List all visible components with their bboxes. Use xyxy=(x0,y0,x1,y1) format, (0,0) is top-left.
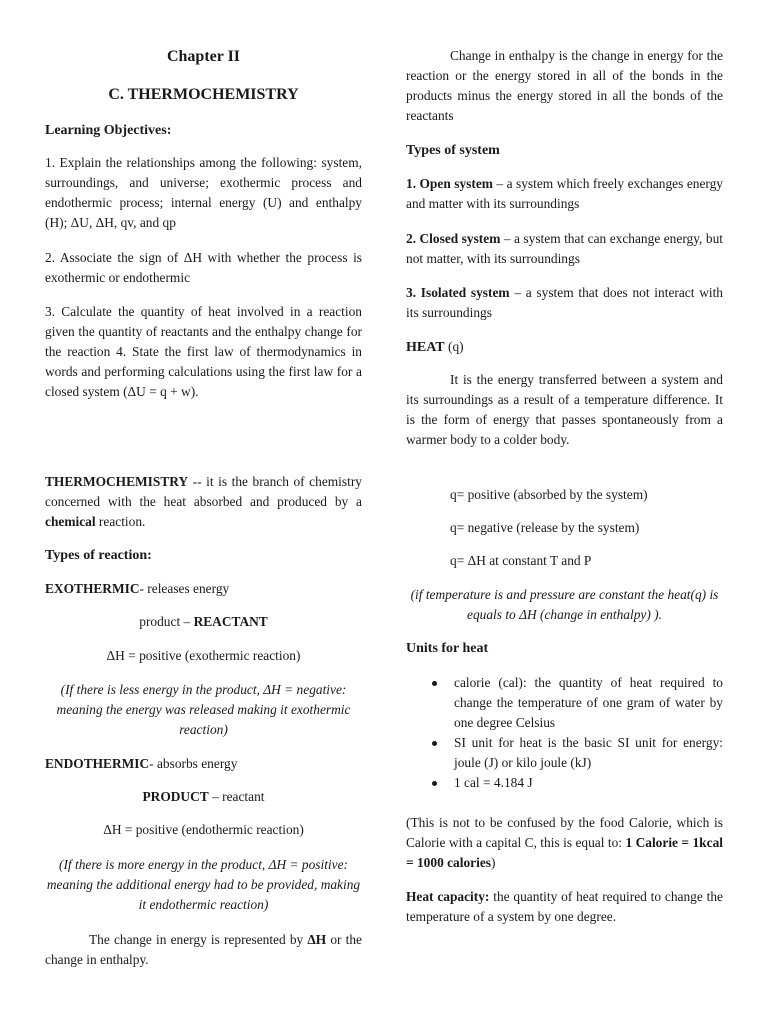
enthalpy-paragraph: Change in enthalpy is the change in energy for the reaction or the energy stored in all of the bonds in the products minus the energy stored in all the bonds of the reactants xyxy=(406,48,723,123)
enthalpy-change-paragraph xyxy=(45,930,362,970)
units-list xyxy=(406,673,723,793)
endothermic-line xyxy=(45,754,362,774)
q-delta-h: q= ΔH at constant T and P xyxy=(450,553,592,568)
change-text-2: or the change in enthalpy. xyxy=(45,932,362,967)
units-for-heat-heading: Units for heat xyxy=(406,641,489,656)
open-system-text: – a system which freely exchanges energy and matter with its surroundings xyxy=(406,176,724,211)
exo-reactant: REACTANT xyxy=(193,614,268,629)
endothermic-text: - absorbs energy xyxy=(149,756,238,771)
calorie-text: (This is not to be confused by the food Calorie, which is Calorie with a capital C, this is equal to: xyxy=(406,815,723,850)
thermochemistry-text-2: reaction. xyxy=(95,514,146,529)
heat-term: HEAT xyxy=(406,340,445,355)
bullet-icon xyxy=(432,681,437,686)
heat-heading xyxy=(406,337,723,358)
list-item: calorie (cal): the quantity of heat required to change the temperature of one gram of water by one degree Celsius xyxy=(406,673,723,733)
endothermic-term: ENDOTHERMIC xyxy=(45,756,150,771)
exo-product: product – xyxy=(139,614,194,629)
change-text: The change in energy is represented by xyxy=(89,932,308,947)
open-system xyxy=(406,174,723,214)
endo-reactant: – reactant xyxy=(208,789,265,804)
types-of-system-heading: Types of system xyxy=(406,143,500,158)
q-negative: q= negative (release by the system) xyxy=(450,520,640,535)
section-title: C. THERMOCHEMISTRY xyxy=(108,86,299,103)
thermochemistry-term: THERMOCHEMISTRY xyxy=(45,474,189,489)
calorie-bold: 1 Calorie = 1kcal = 1000 calories xyxy=(406,835,723,870)
endothermic-dh: ΔH = positive (endothermic reaction) xyxy=(103,822,304,837)
open-system-term: 1. Open system xyxy=(406,176,493,191)
closed-system xyxy=(406,229,723,269)
exothermic-line xyxy=(45,579,362,599)
objective-2: 2. Associate the sign of ΔH with whether the process is exothermic or endothermic xyxy=(45,250,362,285)
thermochemistry-text-1: -- it is the branch of chemistry concerned with the heat absorbed and produced by a xyxy=(45,474,362,509)
calorie-note xyxy=(406,813,723,873)
exothermic-product-line xyxy=(45,612,362,632)
thermochemistry-definition xyxy=(45,472,362,532)
chemical-bold: chemical xyxy=(45,514,96,529)
objective-1: 1. Explain the relationships among the following: system, surroundings, and universe; exothermic process and endothermic process; internal energy (U) and enthalpy (H); ΔU, ΔH, qv, and qp xyxy=(45,155,362,230)
bullet-icon xyxy=(432,741,437,746)
chapter-heading: Chapter II xyxy=(166,48,241,65)
heat-capacity-text: the quantity of heat required to change the temperature of a system by one degree. xyxy=(406,889,723,924)
closed-system-text: – a system that can exchange energy, but not matter, with its surroundings xyxy=(406,231,723,266)
exothermic-note: (If there is less energy in the product, ΔH = negative: meaning the energy was released making it exothermic reaction) xyxy=(56,682,351,737)
isolated-system-term: 3. Isolated system xyxy=(406,285,510,300)
exothermic-dh: ΔH = positive (exothermic reaction) xyxy=(106,648,301,663)
closed-system-term: 2. Closed system xyxy=(406,231,501,246)
calorie-end: ) xyxy=(490,855,496,870)
list-item: SI unit for heat is the basic SI unit for energy: joule (J) or kilo joule (kJ) xyxy=(406,733,723,773)
list-item: 1 cal = 4.184 J xyxy=(406,773,723,793)
heat-capacity-term: Heat capacity: xyxy=(406,889,490,904)
isolated-system-text: – a system that does not interact with its surroundings xyxy=(406,285,723,320)
heat-symbol: (q) xyxy=(444,339,464,354)
bullet-icon xyxy=(432,781,437,786)
types-of-reaction-heading: Types of reaction: xyxy=(45,548,152,563)
delta-h-bold: ΔH xyxy=(307,932,327,947)
endo-product: PRODUCT xyxy=(142,789,209,804)
exothermic-term: EXOTHERMIC xyxy=(45,581,140,596)
heat-capacity xyxy=(406,887,723,927)
endothermic-note: (If there is more energy in the product, ΔH = positive: meaning the additional energy had to be provided, making it endothermic reaction) xyxy=(46,857,361,912)
q-positive: q= positive (absorbed by the system) xyxy=(450,487,648,502)
isolated-system xyxy=(406,283,723,323)
endothermic-product-line xyxy=(45,787,362,807)
q-note: (if temperature is and pressure are constant the heat(q) is equals to ΔH (change in enthalpy) ). xyxy=(410,587,719,622)
objectives-heading: Learning Objectives: xyxy=(45,123,172,138)
exothermic-text: - releases energy xyxy=(139,581,230,596)
heat-paragraph: It is the energy transferred between a system and its surroundings as a result of a temperature difference. It is the form of energy that passes spontaneously from a warmer body to a colder body. xyxy=(406,372,723,447)
objective-3: 3. Calculate the quantity of heat involved in a reaction given the quantity of reactants and the enthalpy change for the reaction 4. State the first law of thermodynamics in words and performing calculations using the first law for a closed system (ΔU = q + w). xyxy=(45,304,362,399)
